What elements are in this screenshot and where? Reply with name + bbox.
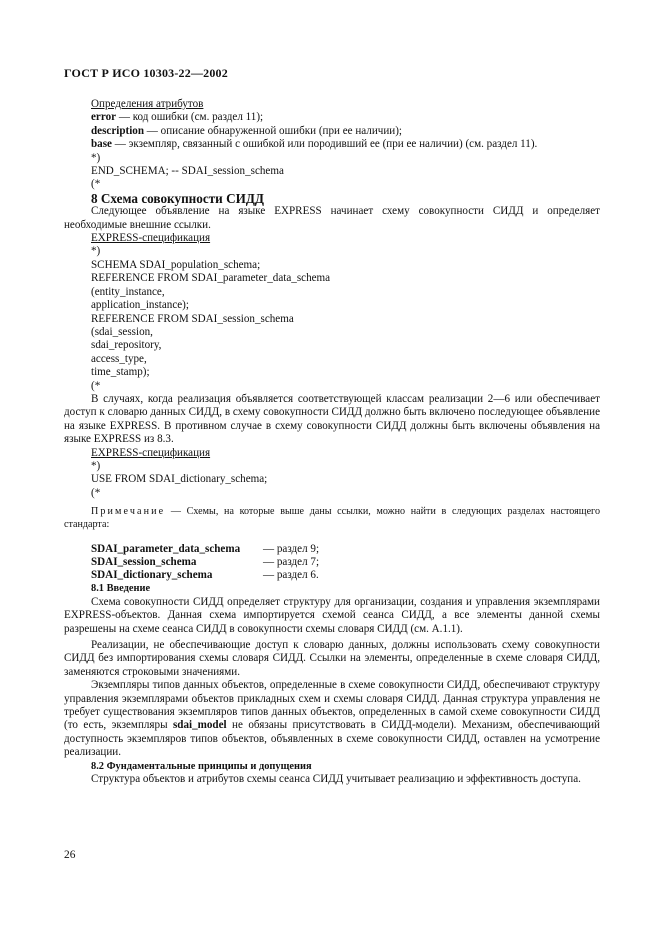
attr-text-base: — экземпляр, связанный с ошибкой или породивший ее (при ее наличии) (см. раздел 11). <box>111 138 538 151</box>
note-text: — Схемы, на которые выше даны ссылки, можно найти в следующих разделах настоящего стандарта: <box>64 506 600 530</box>
list-item <box>91 556 319 569</box>
paragraph-8-1-3-part1: Экземпляры типов данных объектов, определенные в схеме совокупности СИДД, обеспечивают структуру управления экземплярами объектов прикладных схем и схемы словаря СИДД. Данная структура управления не требует существования экземпляров типов данных объектов, определенных в самой схеме совокупности СИДД (то есть, экземпляры <box>64 679 600 732</box>
code-line: *) <box>91 245 101 258</box>
term-sdai-model: sdai_model <box>172 719 227 732</box>
code-line: (sdai_session, <box>91 325 153 338</box>
note <box>64 506 600 531</box>
section8-intro: Следующее объявление на языке EXPRESS начинает схему совокупности СИДД и определяет необходимые внешние ссылки. <box>64 205 600 231</box>
paragraph-8-2: Структура объектов и атрибутов схемы сеанса СИДД учитывает реализацию и эффективность доступа. <box>91 773 581 786</box>
paragraph-8-1-1: Схема совокупности СИДД определяет структуру для организации, создания и управления экземплярами EXPRESS-объектов. Данная схема импортируется схемой сеанса СИДД, а все элементы данной схемы разрешены на схеме сеанса СИДД в совокупности схемы словаря СИДД (см. А.1.1). <box>64 595 600 635</box>
code-line: SCHEMA SDAI_population_schema; <box>91 258 261 271</box>
express-spec-label-2: EXPRESS-спецификация <box>91 446 211 459</box>
attr-text-description: — описание обнаруженной ошибки (при ее наличии); <box>144 124 402 137</box>
code-end-schema: END_SCHEMA; -- SDAI_session_schema <box>91 165 284 178</box>
express-spec-label-1: EXPRESS-спецификация <box>91 232 211 245</box>
code-comment-close: *) <box>91 151 101 164</box>
document-header: ГОСТ Р ИСО 10303-22—2002 <box>64 66 228 80</box>
attr-name-description: description <box>91 124 145 137</box>
schema-section: — раздел 7; <box>263 556 320 569</box>
schema-name: SDAI_dictionary_schema <box>91 569 213 582</box>
code-block-2 <box>64 460 600 500</box>
attr-name-error: error <box>91 111 117 124</box>
attr-def-base <box>64 138 600 151</box>
subsection-heading-8-2: 8.2 Фундаментальные принципы и допущения <box>91 760 312 772</box>
schema-section: — раздел 6. <box>263 569 319 582</box>
attr-def-error <box>64 111 600 124</box>
code-line: *) <box>91 459 101 472</box>
schema-section: — раздел 9; <box>263 543 320 556</box>
attr-def-description <box>64 125 600 138</box>
code-line: (* <box>91 379 101 392</box>
schema-name: SDAI_parameter_data_schema <box>91 543 241 556</box>
paragraph-8-1-3-part2: не обязаны присутствовать в СИДД-модели). Механизм, обеспечивающий доступность экземпляров типов объектов, объявленных в схеме совокупности СИДД, оставлен на усмотрение реализации. <box>64 719 600 759</box>
code-line: USE FROM SDAI_dictionary_schema; <box>91 473 268 486</box>
page-number: 26 <box>64 849 76 861</box>
code-line: (entity_instance, <box>91 285 165 298</box>
section-heading-8: 8 Схема совокупности СИДД <box>91 190 265 206</box>
code-line: access_type, <box>91 352 147 365</box>
schema-name: SDAI_session_schema <box>91 556 197 569</box>
code-line: REFERENCE FROM SDAI_parameter_data_schema <box>91 272 331 285</box>
code-line: (* <box>91 486 101 499</box>
code-line: sdai_repository, <box>91 339 162 352</box>
paragraph-8-1-2: Реализации, не обеспечивающие доступ к словарю данных, должны использовать схему совокупности СИДД без импортирования схемы словаря СИДД. Ссылки на элементы, определенные в схеме словаря СИДД, заменяются строковыми значениями. <box>64 639 600 678</box>
code-comment-open: (* <box>91 178 101 191</box>
paragraph-implementation-classes: В случаях, когда реализация объявляется соответствующей классам реализации 2—6 или обеспечивает доступ к словарю данных СИДД, в схему совокупности СИДД должно быть включено последующее объявление на языке EXPRESS. В противном случае в схему совокупности СИДД должны быть включены объявления на языке EXPRESS из 8.3. <box>64 392 600 446</box>
schema-reference-list <box>91 543 319 582</box>
attribute-definitions-heading: Определения атрибутов <box>91 98 204 110</box>
subsection-heading-8-1: 8.1 Введение <box>91 583 151 595</box>
attr-text-error: — код ошибки (см. раздел 11); <box>116 111 264 124</box>
code-block-1 <box>64 245 600 392</box>
code-line: application_instance); <box>91 299 189 312</box>
paragraph-8-1-3 <box>64 679 600 759</box>
page-content <box>64 98 600 786</box>
list-item <box>91 543 319 556</box>
note-label: Примечание <box>91 506 166 518</box>
attr-name-base: base <box>91 138 112 151</box>
code-line: REFERENCE FROM SDAI_session_schema <box>91 312 294 325</box>
list-item <box>91 569 319 582</box>
code-line: time_stamp); <box>91 366 150 379</box>
